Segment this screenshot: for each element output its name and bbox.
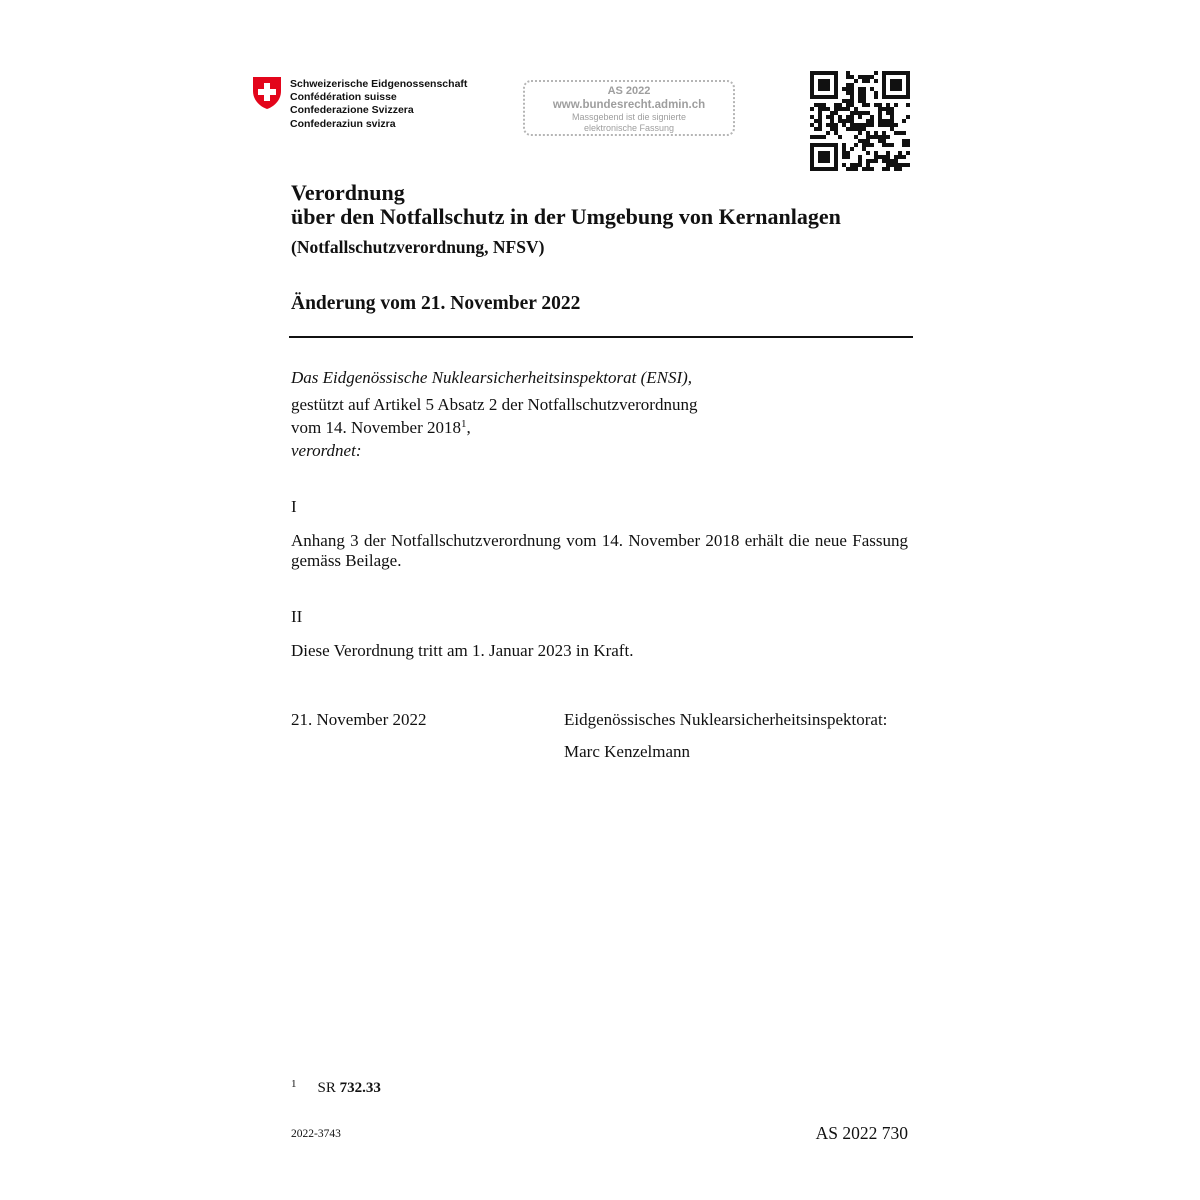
confederation-name-fr: Confédération suisse xyxy=(290,91,397,104)
confederation-name-de: Schweizerische Eidgenossenschaft xyxy=(290,78,468,90)
amendment-date-heading: Änderung vom 21. November 2022 xyxy=(291,293,581,314)
issuing-authority: Das Eidgenössische Nuklearsicherheitsinspektorat (ENSI), xyxy=(291,368,693,387)
section-i-text: Anhang 3 der Notfallschutzverordnung vom 14. November 2018 erhält die neue Fassung gemäss Beilage. xyxy=(291,531,908,570)
signatory-name: Marc Kenzelmann xyxy=(564,742,691,761)
confederation-names xyxy=(290,78,467,131)
stamp-note-2: elektronische Fassung xyxy=(583,123,675,133)
swiss-coat-of-arms-icon xyxy=(252,76,282,110)
confederation-name-rm: Confederaziun svizra xyxy=(290,117,396,130)
qr-code-icon[interactable] xyxy=(810,71,910,171)
legal-basis-date: vom 14. November 2018 xyxy=(291,418,461,437)
title-divider xyxy=(289,336,913,338)
short-title: (Notfallschutzverordnung, NFSV) xyxy=(291,237,545,257)
footnote-prefix: SR xyxy=(317,1080,340,1096)
footnote xyxy=(291,1078,381,1097)
official-publication-stamp xyxy=(523,80,735,136)
confederation-name-it: Confederazione Svizzera xyxy=(290,104,414,117)
ordains-clause: verordnet: xyxy=(291,441,362,460)
section-ii-text: Diese Verordnung tritt am 1. Januar 2023 in Kraft. xyxy=(291,641,634,660)
footnote-reference[interactable]: 1 xyxy=(460,418,467,430)
footnote-number: 1 xyxy=(291,1078,297,1090)
stamp-as-year: AS 2022 xyxy=(607,85,651,97)
stamp-url: www.bundesrecht.admin.ch xyxy=(552,99,706,111)
legal-basis-line-1: gestützt auf Artikel 5 Absatz 2 der Notfallschutzverordnung xyxy=(291,395,698,414)
document-title: Verordnung xyxy=(291,180,405,205)
legal-basis-line-2 xyxy=(291,414,471,438)
legal-basis-punct: , xyxy=(466,418,471,437)
document-code: 2022-3743 xyxy=(291,1128,341,1140)
signing-authority: Eidgenössisches Nuklearsicherheitsinspektorat: xyxy=(564,710,888,729)
official-compilation-reference: AS 2022 730 xyxy=(815,1123,908,1143)
stamp-note-1: Massgebend ist die signierte xyxy=(571,112,687,122)
section-numeral-i: I xyxy=(291,497,297,516)
document-subtitle: über den Notfallschutz in der Umgebung von Kernanlagen xyxy=(291,204,841,229)
footnote-sr-number[interactable]: 732.33 xyxy=(339,1080,381,1096)
signature-date: 21. November 2022 xyxy=(291,710,427,729)
section-numeral-ii: II xyxy=(291,607,303,626)
